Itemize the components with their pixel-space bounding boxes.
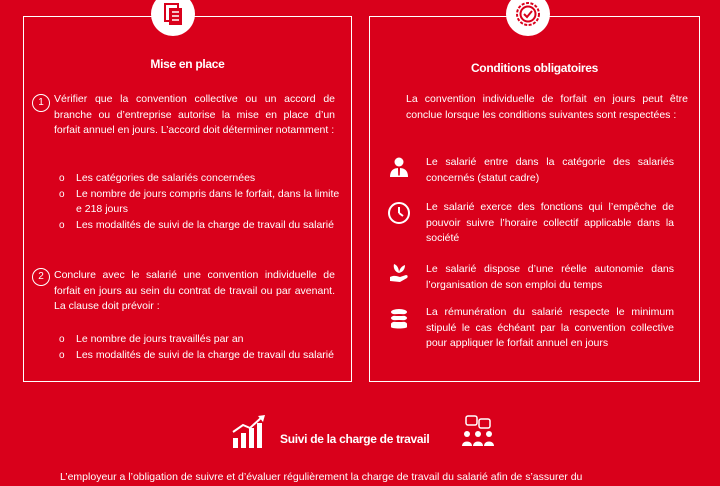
list-item: o Le nombre de jours compris dans le forfait, dans la limite e 218 jours xyxy=(59,187,340,215)
clock-icon xyxy=(387,201,411,225)
list-item: o Les modalités de suivi de la charge de travail du salarié xyxy=(59,348,334,361)
mise-en-place-title: Mise en place xyxy=(150,57,225,71)
conditions-title: Conditions obligatoires xyxy=(470,61,599,75)
step-1-list xyxy=(59,171,341,233)
step-1-number: 1 xyxy=(32,94,50,112)
mise-en-place-panel xyxy=(23,16,352,382)
step-1-text: Vérifier que la convention collective ou un accord de branche ou d’entreprise autorise la mise en place d’un forfait annuel en jours. L’accord doit déterminer notamment : xyxy=(54,93,335,136)
condition-text: Le salarié dispose d’une réelle autonomie dans l’organisation de son emploi du temps xyxy=(426,263,674,291)
suivi-title: Suivi de la charge de travail xyxy=(280,432,430,446)
conditions-intro: La convention individuelle de forfait en jours peut être conclue lorsque les conditions suivantes sont respectées : xyxy=(406,93,688,121)
step-2-text: Conclure avec le salarié une convention individuelle de forfait en jours au sein du contrat de travail ou par avenant. La clause doit prévoir : xyxy=(54,269,335,312)
step-2-list xyxy=(59,332,341,363)
condition-text: La rémunération du salarié respecte le minimum stipulé le cas échéant par la convention collective pour appliquer le forfait annuel en jours xyxy=(426,306,674,349)
conditions-panel xyxy=(369,16,700,382)
condition-text: Le salarié exerce des fonctions qui l’empêche de pouvoir suivre l’horaire collectif applicable dans la société xyxy=(426,201,674,244)
condition-text: Le salarié entre dans la catégorie des salariés concernés (statut cadre) xyxy=(426,156,674,184)
bar-chart-growth-icon xyxy=(231,414,267,450)
list-item: o Les modalités de suivi de la charge de travail du salarié xyxy=(59,218,334,231)
step-2-number: 2 xyxy=(32,268,50,286)
team-meeting-icon xyxy=(460,414,496,450)
suivi-description: L’employeur a l’obligation de suivre et d’évaluer régulièrement la charge de travail du salarié afin de s’assurer du xyxy=(60,471,583,483)
coins-icon xyxy=(387,307,411,331)
list-item: o Le nombre de jours travaillés par an xyxy=(59,333,244,345)
suivi-section xyxy=(0,412,720,452)
manager-icon xyxy=(387,155,411,179)
list-item: o Les catégories de salariés concernées xyxy=(59,172,256,184)
hand-plant-icon xyxy=(387,260,411,284)
